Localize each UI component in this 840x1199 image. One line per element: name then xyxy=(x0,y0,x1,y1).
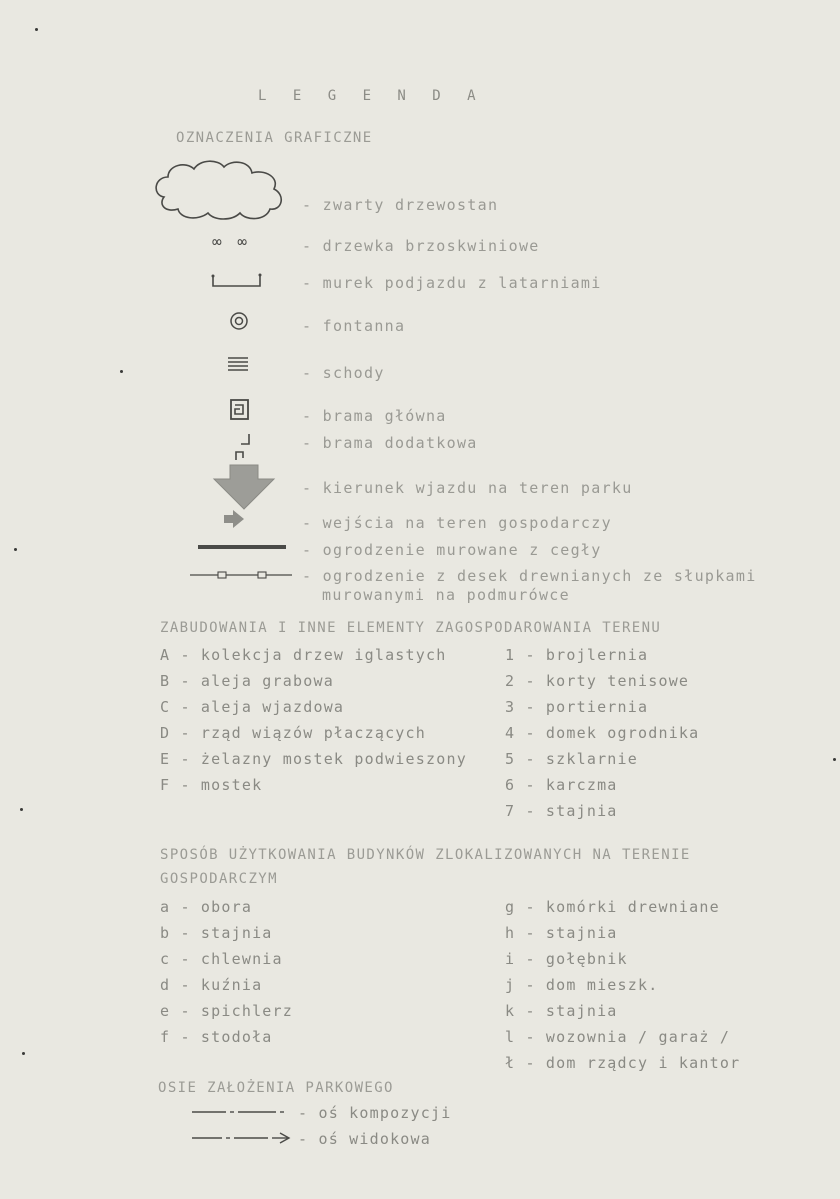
bracket-icon xyxy=(210,272,266,290)
usage-item-right: l - wozownia / garaż / xyxy=(505,1028,731,1046)
building-item-right: 2 - korty tenisowe xyxy=(505,672,690,690)
legend-label-brick-fence: - ogrodzenie murowane z cegły xyxy=(302,541,602,559)
concentric-circle-icon xyxy=(228,310,250,332)
legend-label-wooden-fence-line2: murowanymi na podmurówce xyxy=(322,586,570,604)
legend-label-forest: - zwarty drzewostan xyxy=(302,196,499,214)
speck xyxy=(120,370,123,373)
usage-item-right: j - dom mieszk. xyxy=(505,976,659,994)
legend-label-peach-trees: - drzewka brzoskwiniowe xyxy=(302,237,540,255)
building-item-right: 7 - stajnia xyxy=(505,802,618,820)
building-item-right: 1 - brojlernia xyxy=(505,646,649,664)
building-item-left: E - żelazny mostek podwieszony xyxy=(160,750,467,768)
legend-label-park-entry: - kierunek wjazdu na teren parku xyxy=(302,479,633,497)
legend-label-driveway-wall: - murek podjazdu z latarniami xyxy=(302,274,602,292)
graphic-legend-header: OZNACZENIA GRAFICZNE xyxy=(176,130,373,146)
page-title: L E G E N D A xyxy=(258,88,485,104)
legend-label-main-gate: - brama główna xyxy=(302,407,447,425)
view-axis-icon xyxy=(190,1131,294,1145)
axes-label-composition: - oś kompozycji xyxy=(298,1104,452,1122)
usage-item-left: c - chlewnia xyxy=(160,950,283,968)
building-item-right: 6 - karczma xyxy=(505,776,618,794)
usage-header-line2: GOSPODARCZYM xyxy=(160,871,278,887)
small-arrow-right-icon xyxy=(222,508,246,530)
legend-label-side-gate: - brama dodatkowa xyxy=(302,434,478,452)
building-item-right: 5 - szklarnie xyxy=(505,750,638,768)
usage-item-left: d - kuźnia xyxy=(160,976,263,994)
speck xyxy=(22,1052,25,1055)
usage-item-left: a - obora xyxy=(160,898,253,916)
axes-header: OSIE ZAŁOŻENIA PARKOWEGO xyxy=(158,1080,394,1096)
cloud-icon xyxy=(150,155,290,225)
building-item-left: B - aleja grabowa xyxy=(160,672,334,690)
side-gate-icon xyxy=(233,432,257,462)
legend-label-fountain: - fontanna xyxy=(302,317,406,335)
building-item-right: 3 - portiernia xyxy=(505,698,649,716)
speck xyxy=(833,758,836,761)
usage-item-right: i - gołębnik xyxy=(505,950,628,968)
brick-fence-icon xyxy=(198,542,288,552)
usage-item-right: g - komórki drewniane xyxy=(505,898,720,916)
building-item-right: 4 - domek ogrodnika xyxy=(505,724,700,742)
usage-header-line1: SPOSÓB UŻYTKOWANIA BUDYNKÓW ZLOKALIZOWANYCH NA TERENIE xyxy=(160,847,691,863)
building-item-left: C - aleja wjazdowa xyxy=(160,698,345,716)
usage-item-left: b - stajnia xyxy=(160,924,273,942)
stairs-icon xyxy=(226,355,250,375)
building-item-left: F - mostek xyxy=(160,776,263,794)
speck xyxy=(20,808,23,811)
usage-item-right: k - stajnia xyxy=(505,1002,618,1020)
composition-axis-icon xyxy=(190,1106,294,1118)
legend-label-stairs: - schody xyxy=(302,364,385,382)
usage-item-right: h - stajnia xyxy=(505,924,618,942)
building-item-left: A - kolekcja drzew iglastych xyxy=(160,646,447,664)
wooden-fence-icon xyxy=(188,568,296,582)
usage-item-left: f - stodoła xyxy=(160,1028,273,1046)
main-gate-icon xyxy=(228,398,252,422)
usage-item-right: ł - dom rządcy i kantor xyxy=(505,1054,741,1072)
big-arrow-down-icon xyxy=(212,463,276,511)
axes-label-view: - oś widokowa xyxy=(298,1130,431,1148)
usage-item-left: e - spichlerz xyxy=(160,1002,293,1020)
legend-label-wooden-fence: - ogrodzenie z desek drewnianych ze słupkami xyxy=(302,567,757,585)
building-item-left: D - rząd wiązów płaczących xyxy=(160,724,426,742)
speck xyxy=(14,548,17,551)
buildings-header: ZABUDOWANIA I INNE ELEMENTY ZAGOSPODAROWANIA TERENU xyxy=(160,620,662,636)
infinity-pair-icon: ∞ ∞ xyxy=(212,232,250,251)
legend-label-farm-entry: - wejścia na teren gospodarczy xyxy=(302,514,612,532)
speck xyxy=(35,28,38,31)
